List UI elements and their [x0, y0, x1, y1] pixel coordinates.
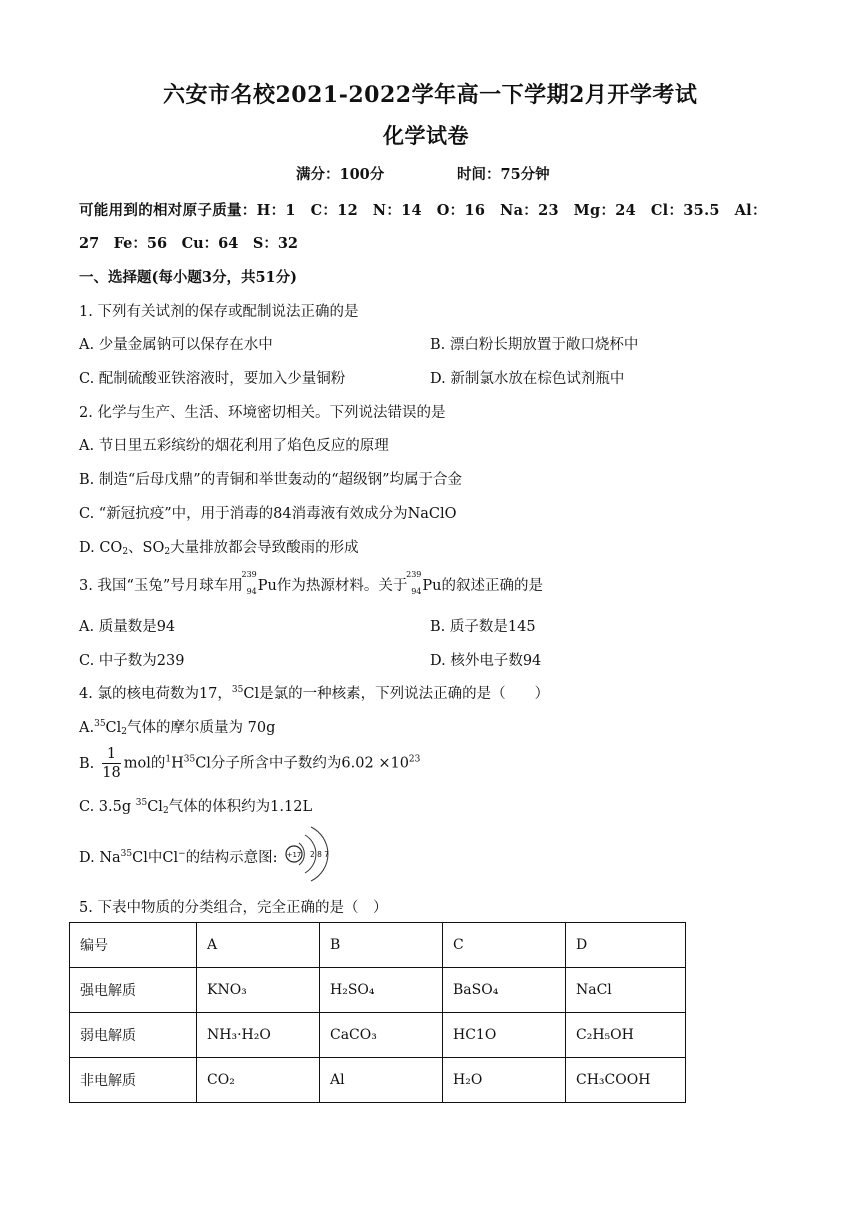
q3-option-d: D. 核外电子数94 — [430, 653, 542, 669]
atomic-mass-line-2: 27 Fe：56 Cu：64 S：32 — [79, 235, 298, 252]
section-heading: 一、选择题(每小题3分，共51分) — [79, 269, 297, 286]
q2-option-d: D. $CO_2$、$SO_2$大量排放都会导致酸雨的形成 — [79, 540, 359, 557]
q3-option-a: A. 质量数是94 — [79, 619, 176, 635]
electron-shell-counts: 2 8 7 — [310, 850, 330, 859]
atomic-mass-line-1: 可能用到的相对原子质量：H：1 C：12 N：14 O：16 Na：23 Mg：24 Cl：35.5 Al： — [79, 202, 767, 219]
nucleus-label: +17 — [286, 851, 302, 859]
classification-table — [69, 922, 686, 1103]
q2-option-b: B. 制造“后母戊鼎”的青铜和举世轰动的“超级钢”均属于合金 — [79, 472, 463, 488]
q3-option-b: B. 质子数是145 — [430, 619, 536, 635]
table-row: 编号 A B C D — [70, 923, 686, 968]
q5-stem: 5. 下表中物质的分类组合，完全正确的是（ ） — [79, 900, 388, 916]
q1-option-b: B. 漂白粉长期放置于敞口烧杯中 — [430, 337, 639, 353]
q1-option-a: A. 少量金属钠可以保存在水中 — [79, 337, 273, 353]
atom-structure-diagram — [283, 823, 335, 885]
q4-option-a: $A.^{35}Cl_2$气体的摩尔质量为 70g — [79, 719, 276, 737]
q3-stem: 3. 我国“玉兔”号月球车用 239 94 Pu作为热源材料。关于 239 94 Pu的叙述正确的是 — [79, 570, 543, 596]
q4-option-d: D. Na$^{35}$Cl中Cl−的结构示意图: — [79, 849, 278, 866]
exam-subtitle: 化学试卷 — [383, 123, 469, 148]
q4-stem: 4. 氯的核电荷数为17，$^{35}$Cl是氯的一种核素，下列说法正确的是（ ） — [79, 685, 550, 702]
table-row: 非电解质 CO₂ Al H₂O CH₃COOH — [70, 1058, 686, 1103]
table-row: 弱电解质 NH₃·H₂O CaCO₃ HC1O C₂H₅OH — [70, 1013, 686, 1058]
q2-option-a: A. 节日里五彩缤纷的烟花利用了焰色反应的原理 — [79, 438, 389, 454]
q4-option-c: C. 3.5g $^{35}Cl_2$气体的体积约为1.12L — [79, 798, 313, 816]
q1-stem: 1. 下列有关试剂的保存或配制说法正确的是 — [79, 304, 359, 320]
fraction: $\frac{1}{18}$ — [102, 746, 121, 781]
q1-option-c: C. 配制硫酸亚铁溶液时，要加入少量铜粉 — [79, 371, 346, 387]
isotope-notation: 239 94 — [241, 570, 257, 596]
q4-option-b: B. $\frac{1}{18}$ mol的$^1H^{35}Cl$分子所含中子数约为$6.02 \times 10^{23}$ — [79, 746, 421, 781]
full-score: 满分：100分 — [296, 166, 385, 183]
exam-time: 时间：75分钟 — [457, 166, 550, 183]
q2-stem: 2. 化学与生产、生活、环境密切相关。下列说法错误的是 — [79, 405, 446, 421]
q1-option-d: D. 新制氯水放在棕色试剂瓶中 — [430, 371, 625, 387]
isotope-notation: 239 94 — [406, 570, 422, 596]
exam-title: 六安市名校2021-2022学年高一下学期2月开学考试 — [163, 82, 698, 108]
q3-option-c: C. 中子数为239 — [79, 653, 185, 669]
table-row: 强电解质 KNO₃ H₂SO₄ BaSO₄ NaCl — [70, 968, 686, 1013]
q2-option-c: C. “新冠抗疫”中，用于消毒的84消毒液有效成分为NaClO — [79, 506, 457, 522]
